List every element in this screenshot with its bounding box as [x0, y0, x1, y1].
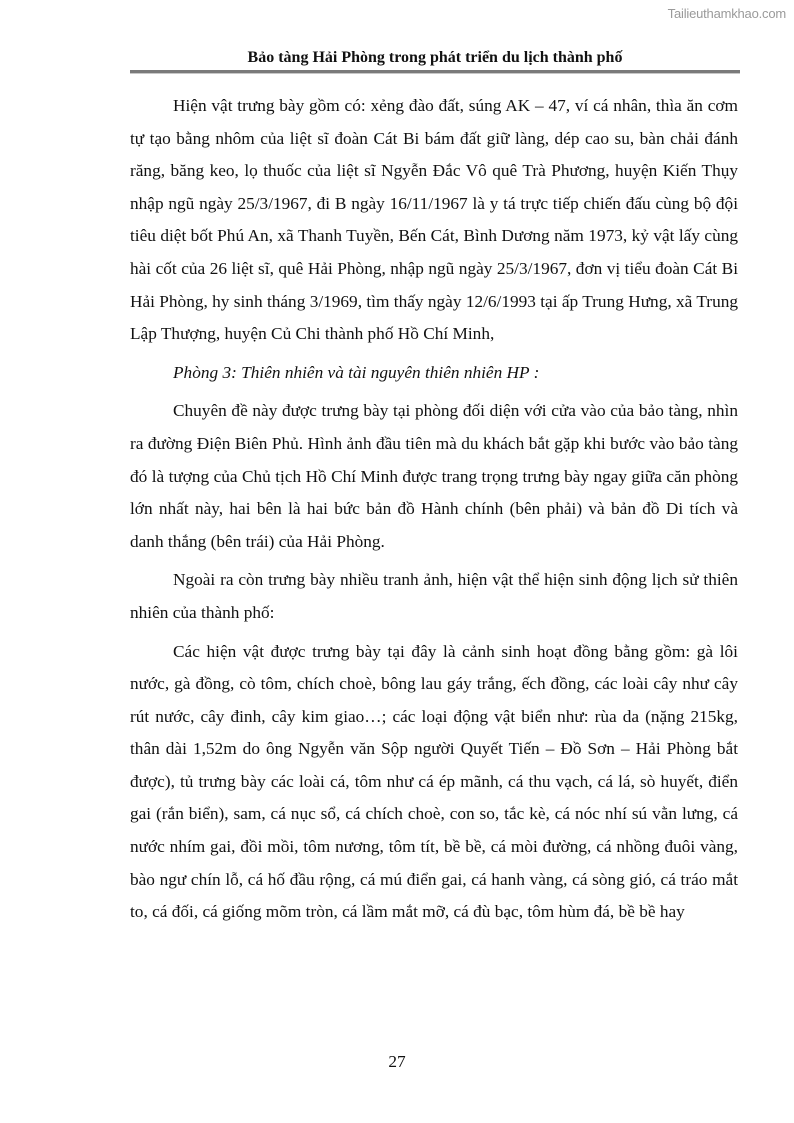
paragraph-exhibits-list: Hiện vật trưng bày gồm có: xẻng đào đất, súng AK – 47, ví cá nhân, thìa ăn cơm tự tạo bằng nhôm của liệt sĩ đoàn Cát Bi bám đất giữ làng, dép cao su, bàn chải đánh răng, băng keo, lọ thuốc của liệt sĩ Ngyễn Đắc Vô quê Trà Phương, huyện Kiến Thụy nhập ngũ ngày 25/3/1967, đi B ngày 16/11/1967 là y tá trực tiếp chiến đấu cùng bộ đội tiêu diệt bốt Phú An, xã Thanh Tuyền, Bến Cát, Bình Dương năm 1973, kỷ vật lấy cùng hài cốt của 26 liệt sĩ, quê Hải Phòng, nhập ngũ ngày 25/3/1967, đơn vị tiểu đoàn Cát Bi Hải Phòng, hy sinh tháng 3/1969, tìm thấy ngày 12/6/1993 tại ấp Trung Hưng, xã Trung Lập Thượng, huyện Củ Chi thành phố Hồ Chí Minh,: [130, 96, 738, 344]
running-header: Bảo tàng Hải Phòng trong phát triển du lịch thành phố: [247, 49, 623, 66]
section-heading-room-3: Phòng 3: Thiên nhiên và tài nguyên thiên nhiên HP :: [173, 362, 540, 382]
page-number: 27: [388, 1052, 406, 1071]
document-body: [130, 90, 738, 929]
paragraph-additional-displays: Ngoài ra còn trưng bày nhiều tranh ảnh, hiện vật thể hiện sinh động lịch sử thiên nhiên của thành phố:: [130, 570, 738, 622]
paragraph-artifacts-list: Các hiện vật được trưng bày tại đây là cảnh sinh hoạt đồng bằng gồm: gà lôi nước, gà đồng, cò tôm, chích choè, bông lau gáy trắng, ếch đồng, các loài cây như cây rút nước, cây đinh, cây kim giao…; các loại động vật biển như: rùa da (nặng 215kg, thân dài 1,52m do ông Ngyễn văn Sộp người Quyết Tiến – Đồ Sơn – Hải Phòng bắt được), tủ trưng bày các loài cá, tôm như cá ép mãnh, cá thu vạch, cá lá, sò huyết, điển gai (rắn biển), sam, cá nục sổ, cá chích choè, con so, tắc kè, cá nóc nhí sú vằn lưng, cá nước nhím gai, đồi mồi, tôm nương, tôm tít, bề bề, cá mòi đường, cá nhồng đuôi vàng, bào ngư chín lỗ, cá hố đầu rộng, cá mú điển gai, cá hanh vàng, cá sòng gió, cá tráo mắt to, cá đối, cá giống mõm tròn, cá lầm mắt mỡ, cá đù bạc, tôm hùm đá, bề bề hay: [130, 641, 738, 922]
watermark: Tailieuthamkhao.com: [667, 6, 786, 21]
paragraph-room-description: Chuyên đề này được trưng bày tại phòng đối diện với cửa vào của bảo tàng, nhìn ra đường Điện Biên Phủ. Hình ảnh đầu tiên mà du khách bắt gặp khi bước vào bảo tàng đó là tượng của Chủ tịch Hồ Chí Minh được trang trọng trưng bày ngay giữa căn phòng lớn nhất này, hai bên là hai bức bản đồ Hành chính (bên phải) và bản đồ Di tích và danh thắng (bên trái) của Hải Phòng.: [130, 401, 738, 551]
header-rule: [130, 70, 740, 74]
